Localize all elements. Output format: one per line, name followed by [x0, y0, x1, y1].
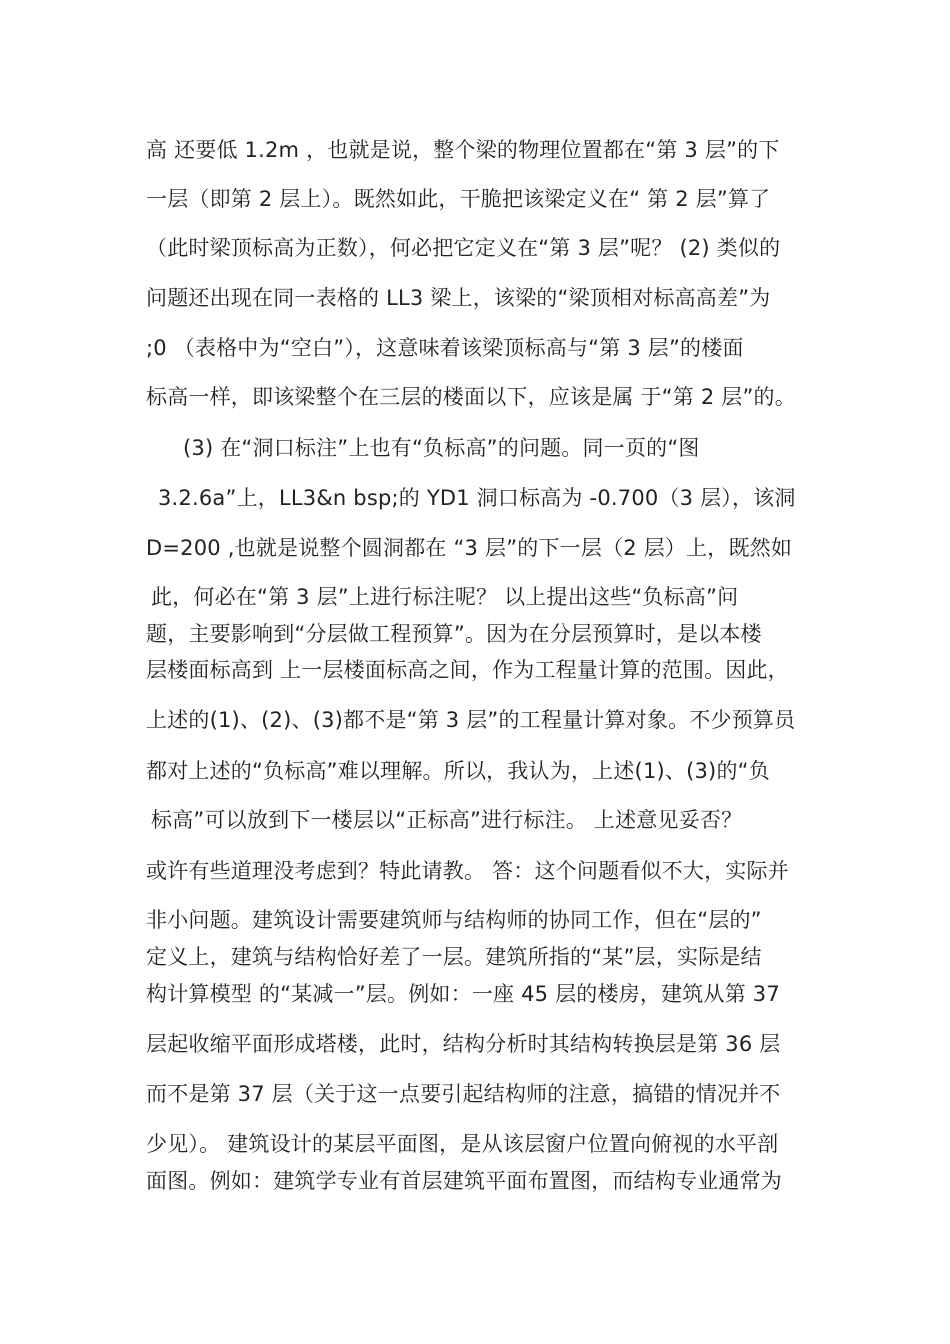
text-line: 层楼面标高到 上一层楼面标高之间，作为工程量计算的范围。因此，	[146, 658, 789, 682]
text-line: D=200 ,也就是说整个圆洞都在 “3 层”的下一层（2 层）上，既然如	[146, 536, 793, 560]
text-line: 非小问题。建筑设计需要建筑师与结构师的协同工作，但在“层的”	[146, 908, 762, 932]
text-line: 一层（即第 2 层上）。既然如此，干脆把该梁定义在“ 第 2 层”算了	[146, 187, 771, 211]
text-line: 问题还出现在同一表格的 LL3 梁上，该梁的“梁顶相对标高高差”为	[146, 286, 771, 310]
text-line: 层起收缩平面形成塔楼，此时，结构分析时其结构转换层是第 36 层	[146, 1032, 781, 1056]
text-line: 定义上，建筑与结构恰好差了一层。建筑所指的“某”层，实际是结	[146, 945, 762, 969]
text-line: 此，何必在“第 3 层”上进行标注呢？ 以上提出这些“负标高”问	[151, 585, 739, 609]
text-line: 而不是第 37 层（关于这一点要引起结构师的注意，搞错的情况并不	[146, 1082, 781, 1106]
text-line: ;0 （表格中为“空白”），这意味着该梁顶标高与“第 3 层”的楼面	[146, 336, 744, 360]
text-line: 构计算模型 的“某减一”层。例如：一座 45 层的楼房，建筑从第 37	[146, 982, 780, 1006]
text-line: (3) 在“洞口标注”上也有“负标高”的问题。同一页的“图	[183, 436, 700, 460]
text-line: 标高一样，即该梁整个在三层的楼面以下，应该是属 于“第 2 层”的。	[146, 385, 796, 409]
text-line: 都对上述的“负标高”难以理解。所以，我认为，上述(1)、(3)的“负	[146, 759, 770, 783]
text-line: 上述的(1)、(2)、(3)都不是“第 3 层”的工程量计算对象。不少预算员	[146, 708, 796, 732]
text-line: 标高”可以放到下一楼层以“正标高”进行标注。 上述意见妥否？	[151, 808, 743, 832]
text-line: 少见）。 建筑设计的某层平面图，是从该层窗户位置向俯视的水平剖	[146, 1132, 779, 1156]
text-line: 面图。例如：建筑学专业有首层建筑平面布置图，而结构专业通常为	[146, 1169, 782, 1193]
text-line: 题，主要影响到“分层做工程预算”。因为在分层预算时，是以本楼	[146, 622, 762, 646]
text-line: 或许有些道理没考虑到？特此请教。 答：这个问题看似不大，实际并	[146, 859, 789, 883]
text-line: （此时梁顶标高为正数），何必把它定义在“第 3 层”呢？ (2) 类似的	[146, 236, 781, 260]
text-line: 3.2.6a”上，LL3&n bsp;的 YD1 洞口标高为 -0.700（3 层），该洞	[158, 486, 796, 510]
text-line: 高 还要低 1.2m ，也就是说，整个梁的物理位置都在“第 3 层”的下	[146, 138, 780, 162]
